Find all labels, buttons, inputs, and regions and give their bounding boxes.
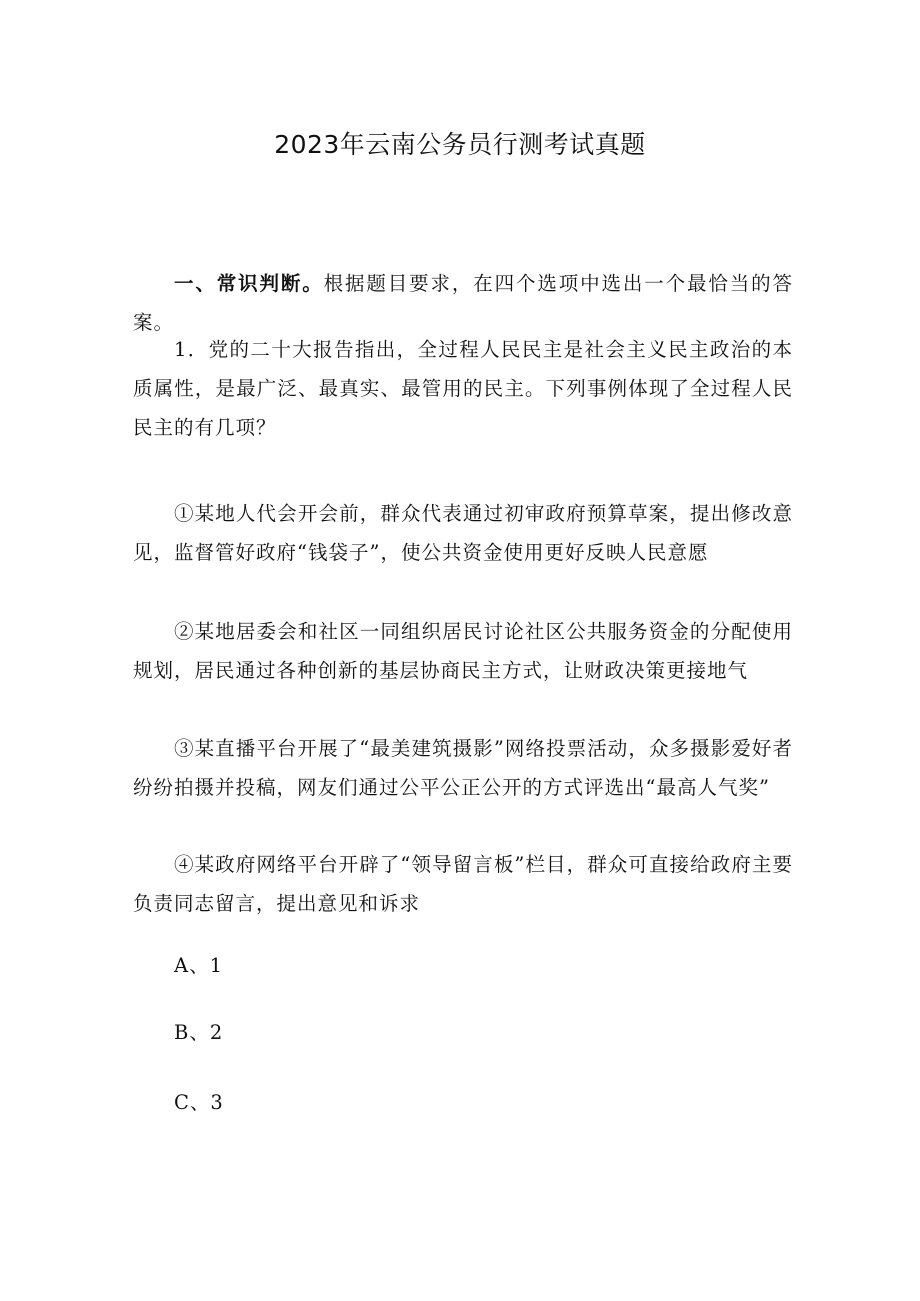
option-c: C、3 [174,1091,224,1114]
statement-3: ③某直播平台开展了“最美建筑摄影”网络投票活动，众多摄影爱好者纷纷拍摄并投稿，网友们通过公平公正公开的方式评选出“最高人气奖” [133,737,793,799]
statement-1: ①某地人代会开会前，群众代表通过初审政府预算草案，提出修改意见，监督管好政府“钱袋子”，使公共资金使用更好反映人民意愿 [133,502,793,564]
question-stem: 1．党的二十大报告指出，全过程人民民主是社会主义民主政治的本质属性，是最广泛、最真实、最管用的民主。下列事例体现了全过程人民民主的有几项？ [133,338,793,439]
option-a: A、1 [174,954,223,977]
section-heading: 一、常识判断。 [174,272,324,295]
document-title: 2023年云南公务员行测考试真题 [274,130,646,159]
option-b: B、2 [174,1021,224,1044]
section-instruction: 根据题目要求，在四个选项中选出一个最恰当的答案。 [133,272,793,334]
statement-2: ②某地居委会和社区一同组织居民讨论社区公共服务资金的分配使用规划，居民通过各种创新的基层协商民主方式，让财政决策更接地气 [133,620,793,682]
statement-4: ④某政府网络平台开辟了“领导留言板”栏目，群众可直接给政府主要负责同志留言，提出意见和诉求 [133,853,793,915]
